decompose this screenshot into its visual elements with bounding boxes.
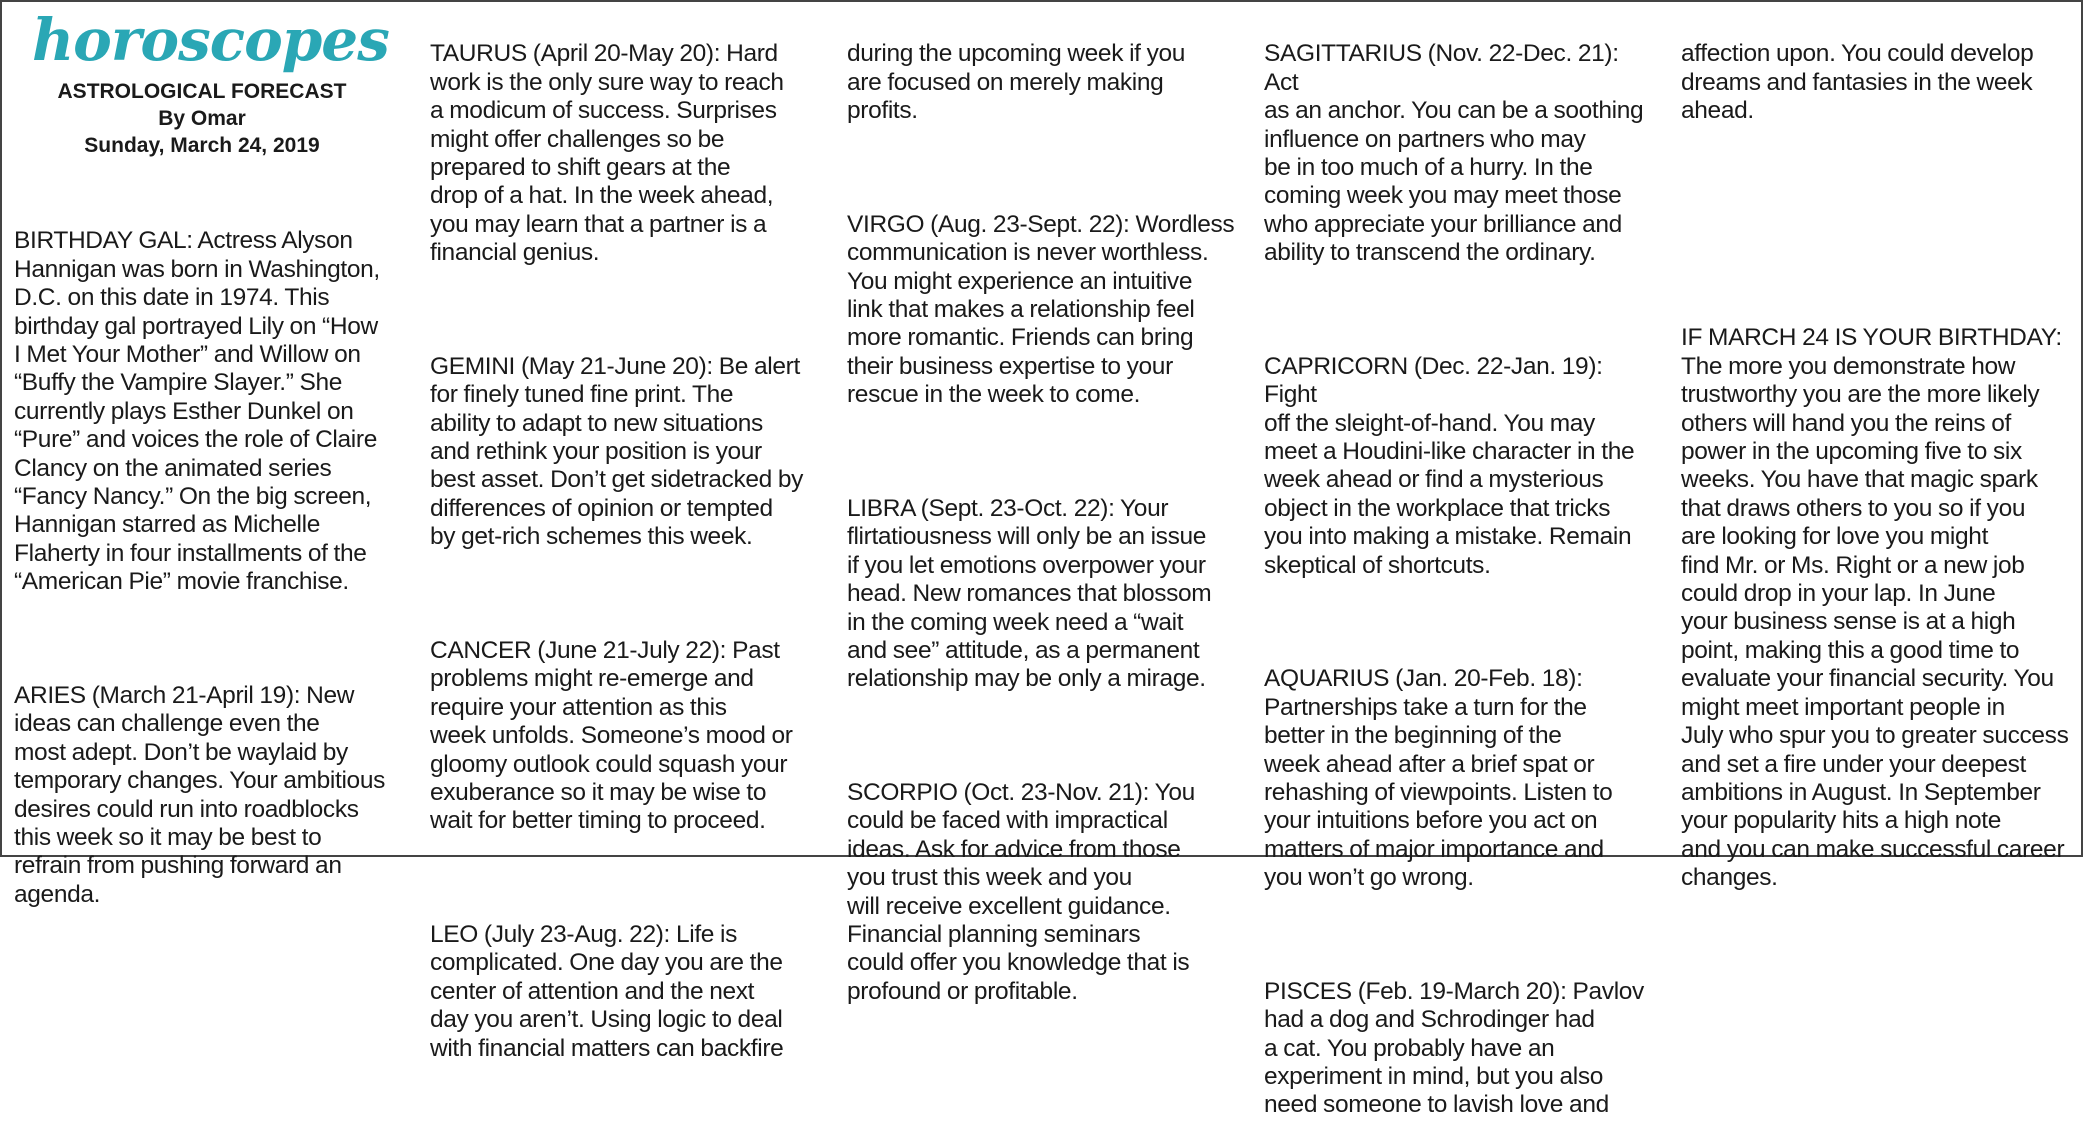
aquarius-paragraph: AQUARIUS (Jan. 20-Feb. 18): Partnerships take a turn for the better in the beginning of the week ahead after a brief spat or rehashing of viewpoints. Listen to your intuitions before you act on matters of major importance and you won’t go wrong. [1264, 665, 1613, 892]
column-1 [14, 199, 404, 938]
pisces-continued-paragraph: affection upon. You could develop dreams and fantasies in the week ahead. [1681, 40, 2034, 125]
column-2 [430, 12, 820, 1091]
horoscopes-logo: horoscopes [32, 6, 389, 74]
column-5 [1681, 12, 2073, 921]
forecast-title: ASTROLOGICAL FORECAST [57, 80, 347, 103]
sagittarius-paragraph: SAGITTARIUS (Nov. 22-Dec. 21): Act as an anchor. You can be a soothing influence on partners who may be in too much of a hurry. In the coming week you may meet those who appreciate your brilliance and ability to transcend the ordinary. [1264, 40, 1644, 267]
virgo-paragraph: VIRGO (Aug. 23-Sept. 22): Wordless communication is never worthless. You might experience an intuitive link that makes a relationship feel more romantic. Friends can bring their business expertise to your rescue in the week to come. [847, 210, 1235, 409]
leo-paragraph: LEO (July 23-Aug. 22): Life is complicated. One day you are the center of attention and the next day you aren’t. Using logic to deal with financial matters can backfire [430, 920, 784, 1062]
birthday-gal-paragraph: BIRTHDAY GAL: Actress Alyson Hannigan was born in Washington, D.C. on this date in 1974. This birthday gal portrayed Lily on “How I Met Your Mother” and Willow on “Buffy the Vampire Slayer.” She currently plays Esther Dunkel on “Pure” and voices the role of Claire Clancy on the animated series “Fancy Nancy.” On the big screen, Hannigan starred as Michelle Flaherty in four installments of the “American Pie” movie franchise. [14, 227, 380, 596]
libra-paragraph: LIBRA (Sept. 23-Oct. 22): Your flirtatiousness will only be an issue if you let emotions overpower your head. New romances that blossom in the coming week need a “wait and see” attitude, as a permanent relationship may be only a mirage. [847, 494, 1212, 693]
aries-paragraph: ARIES (March 21-April 19): New ideas can challenge even the most adept. Don’t be waylaid by temporary changes. Your ambitious desires could run into roadblocks this week so it may be best to refrain from pushing forward an agenda. [14, 681, 386, 908]
date-line: Sunday, March 24, 2019 [84, 134, 320, 157]
byline: By Omar [158, 107, 246, 130]
taurus-paragraph: TAURUS (April 20-May 20): Hard work is the only sure way to reach a modicum of success. Surprises might offer challenges so be prepared to shift gears at the drop of a hat. In the week ahead, you may learn that a partner is a financial genius. [430, 40, 784, 267]
capricorn-paragraph: CAPRICORN (Dec. 22-Jan. 19): Fight off the sleight-of-hand. You may meet a Houdini-like character in the week ahead or find a mysterious object in the workplace that tricks you into making a mistake. Remain skeptical of shortcuts. [1264, 352, 1635, 579]
scorpio-paragraph: SCORPIO (Oct. 23-Nov. 21): You could be faced with impractical ideas. Ask for advice from those you trust this week and you will receive excellent guidance. Financial planning seminars could offer you knowledge that is profound or profitable. [847, 778, 1195, 1005]
cancer-paragraph: CANCER (June 21-July 22): Past problems might re-emerge and require your attention as this week unfolds. Someone’s mood or gloomy outlook could squash your exuberance so it may be wise to wait for better timing to proceed. [430, 636, 793, 835]
column-4 [1264, 12, 1654, 1148]
pisces-paragraph: PISCES (Feb. 19-March 20): Pavlov had a dog and Schrodinger had a cat. You probably have an experiment in mind, but you also need someone to lavish love and [1264, 977, 1644, 1119]
leo-continued-paragraph: during the upcoming week if you are focused on merely making profits. [847, 40, 1186, 125]
masthead [32, 2, 389, 159]
gemini-paragraph: GEMINI (May 21-June 20): Be alert for finely tuned fine print. The ability to adapt to new situations and rethink your position is your best asset. Don’t get sidetracked by differences of opinion or tempted by get-rich schemes this week. [430, 352, 804, 551]
column-3 [847, 12, 1237, 1035]
birthday-forecast-paragraph: IF MARCH 24 IS YOUR BIRTHDAY: The more you demonstrate how trustworthy you are the more likely others will hand you the reins of power in the upcoming five to six weeks. You have that magic spark that draws others to you so if you are looking for love you might find Mr. or Ms. Right or a new job could drop in your lap. In June your business sense is at a high point, making this a good time to evaluate your financial security. You might meet important people in July who spur you to greater success and set a fire under your deepest ambitions in August. In September your popularity hits a high note and you can make successful career changes. [1681, 324, 2069, 892]
